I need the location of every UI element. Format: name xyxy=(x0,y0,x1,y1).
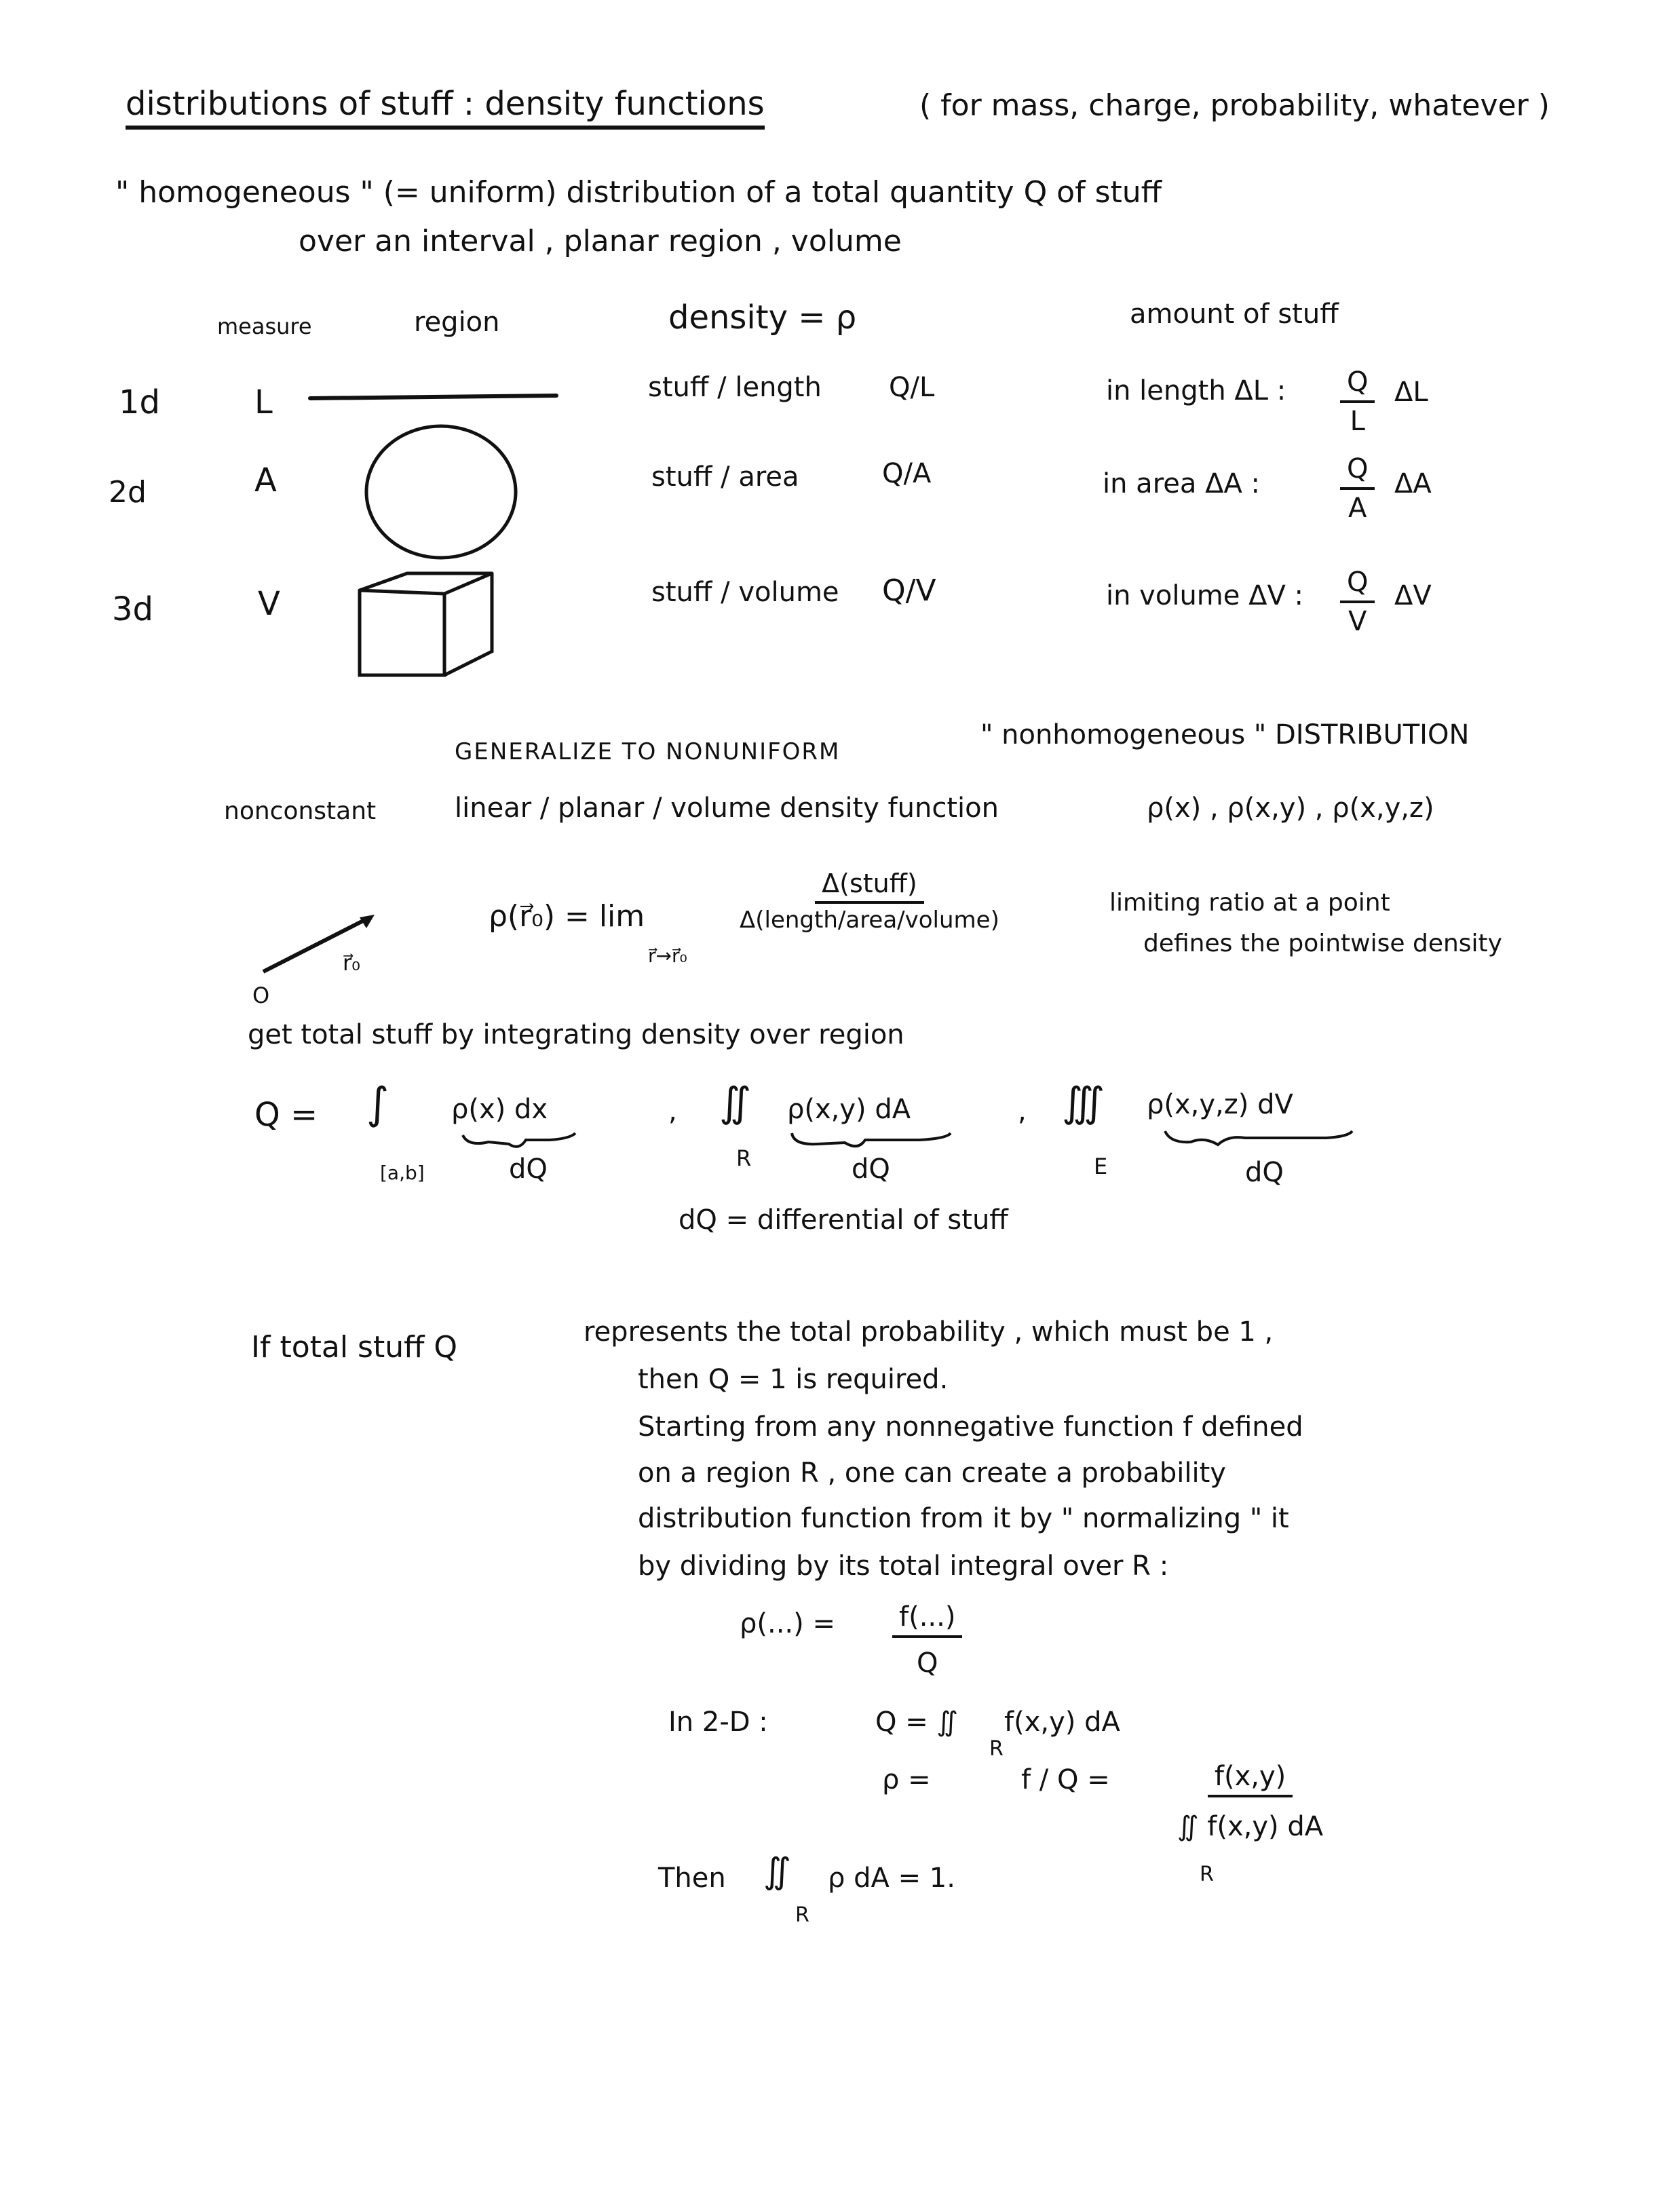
prob-line-1-rest: represents the total probability , which must be 1 , xyxy=(584,1316,1274,1348)
row-2d-measure: A xyxy=(254,461,277,499)
row-1d-amount-label: in length ΔL : xyxy=(1106,375,1286,406)
prob-line-4: on a region R , one can create a probability xyxy=(638,1458,1226,1489)
density-function-label: linear / planar / volume density function xyxy=(455,793,999,824)
row-2d-amount-suffix: ΔA xyxy=(1394,468,1432,499)
rho-den-sub: R xyxy=(1200,1863,1214,1886)
limit-note-1: limiting ratio at a point xyxy=(1109,889,1390,917)
header-amount: amount of stuff xyxy=(1130,299,1339,330)
row-3d-dim: 3d xyxy=(112,590,154,628)
origin-label: O xyxy=(252,983,270,1008)
underbrace-1 xyxy=(461,1132,577,1152)
row-3d-amount-label: in volume ΔV : xyxy=(1106,580,1303,611)
title-aside: ( for mass, charge, probability, whatever ) xyxy=(919,88,1550,123)
prob-line-2: then Q = 1 is required. xyxy=(638,1364,949,1395)
prob-line-5: distribution function from it by " normalizing " it xyxy=(638,1503,1289,1534)
row-2d-density-value: Q/A xyxy=(882,458,932,489)
limit-note-2: defines the pointwise density xyxy=(1143,930,1502,957)
q-def-sub: R xyxy=(989,1737,1004,1761)
row-3d-amount-suffix: ΔV xyxy=(1394,580,1432,611)
integral-2-sub: R xyxy=(736,1145,752,1171)
rho-mid: f / Q = xyxy=(1021,1764,1110,1795)
then-integral-sign: ∬ xyxy=(763,1851,792,1892)
ellipse-icon xyxy=(360,421,522,563)
prob-line-1-lead: If total stuff Q xyxy=(251,1330,458,1365)
underbrace-3 xyxy=(1164,1130,1354,1150)
limit-fraction: Δ(stuff) Δ(length/area/volume) xyxy=(740,869,999,934)
row-3d-density-label: stuff / volume xyxy=(651,577,839,608)
integral-2-brace: dQ xyxy=(852,1154,890,1185)
in-2d-label: In 2-D : xyxy=(668,1707,768,1738)
integral-3-body: ρ(x,y,z) dV xyxy=(1147,1089,1293,1120)
underbrace-2 xyxy=(790,1132,953,1152)
header-density: density = ρ xyxy=(668,299,857,337)
limit-lhs: ρ(r⃗₀) = lim xyxy=(489,899,645,934)
position-vector-icon xyxy=(258,909,380,977)
generalize-quoted: " nonhomogeneous " DISTRIBUTION xyxy=(980,719,1470,750)
norm-lhs: ρ(...) = xyxy=(740,1608,835,1639)
intro-line-1: " homogeneous " (= uniform) distribution of a total quantity Q of stuff xyxy=(115,175,1162,210)
page-title xyxy=(126,85,765,123)
q-def-body: f(x,y) dA xyxy=(1004,1707,1120,1738)
integration-heading: get total stuff by integrating density over region xyxy=(248,1019,904,1050)
integral-sep-1: , xyxy=(668,1096,677,1127)
integral-1-sign: ∫ xyxy=(366,1079,389,1129)
integral-1-sub: [a,b] xyxy=(380,1162,425,1184)
row-1d-density-value: Q/L xyxy=(889,372,935,403)
nonconstant-label: nonconstant xyxy=(224,797,377,825)
box-icon xyxy=(356,570,512,679)
integral-3-brace: dQ xyxy=(1245,1157,1284,1188)
integral-2-body: ρ(x,y) dA xyxy=(787,1094,911,1125)
row-1d-amount-fraction: $\frac{Q}{L}$ xyxy=(1340,366,1375,437)
integral-3-sign: ∭ xyxy=(1062,1079,1105,1126)
prob-line-6: by dividing by its total integral over R : xyxy=(638,1550,1169,1582)
integral-3-sub: E xyxy=(1094,1154,1108,1179)
vector-label: r⃗₀ xyxy=(343,950,360,976)
rho-lhs: ρ = xyxy=(882,1764,931,1795)
then-label: Then xyxy=(658,1863,726,1894)
integral-1-brace: dQ xyxy=(509,1154,548,1185)
limit-under: r⃗→r⃗₀ xyxy=(648,945,687,967)
then-sub: R xyxy=(795,1903,809,1927)
row-2d-amount-label: in area ΔA : xyxy=(1103,468,1261,499)
density-functions: ρ(x) , ρ(x,y) , ρ(x,y,z) xyxy=(1147,793,1434,824)
row-1d-amount-suffix: ΔL xyxy=(1394,377,1428,408)
row-3d-measure: V xyxy=(258,585,280,623)
title-main: distributions of stuff : density functions xyxy=(126,85,765,130)
rho-fraction: $\frac{f(x,y)}{∬ f(x,y) dA}$ xyxy=(1177,1761,1324,1842)
row-2d-dim: 2d xyxy=(109,475,147,510)
header-region: region xyxy=(414,307,500,338)
row-3d-density-value: Q/V xyxy=(882,573,936,608)
row-1d-density-label: stuff / length xyxy=(648,372,822,403)
intro-line-2: over an interval , planar region , volume xyxy=(299,224,902,259)
norm-fraction: $\frac{f(...)}{Q}$ xyxy=(892,1601,962,1679)
row-1d-dim: 1d xyxy=(119,383,161,421)
header-measure: measure xyxy=(217,313,312,339)
row-2d-amount-fraction: $\frac{Q}{A}$ xyxy=(1340,453,1375,524)
line-segment-icon xyxy=(309,390,560,404)
q-equals: Q = xyxy=(254,1096,318,1134)
q-def: Q = ∬ xyxy=(875,1707,958,1738)
integral-2-sign: ∬ xyxy=(719,1079,752,1126)
row-3d-amount-fraction: $\frac{Q}{V}$ xyxy=(1340,567,1375,637)
generalize-heading: GENERALIZE TO NONUNIFORM xyxy=(455,738,841,765)
then-body: ρ dA = 1. xyxy=(828,1863,955,1894)
integral-1-body: ρ(x) dx xyxy=(451,1094,548,1125)
row-1d-measure: L xyxy=(254,383,273,421)
row-2d-density-label: stuff / area xyxy=(651,461,799,493)
dq-note: dQ = differential of stuff xyxy=(679,1204,1008,1236)
prob-line-3: Starting from any nonnegative function f defined xyxy=(638,1411,1303,1443)
integral-sep-2: , xyxy=(1018,1096,1027,1127)
